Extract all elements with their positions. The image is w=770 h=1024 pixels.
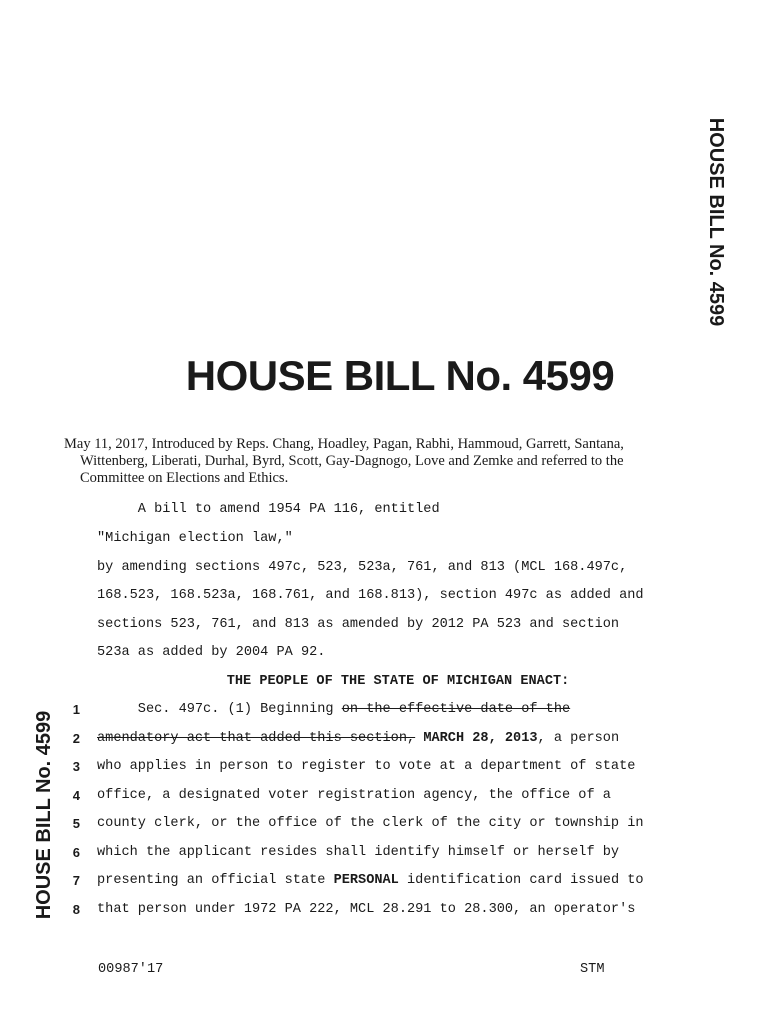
text-segment: that person under 1972 PA 222, MCL 28.291 to 28.300, an operator's [97,902,636,917]
text-segment: which the applicant resides shall identify himself or herself by [97,845,620,860]
preamble-line: 168.523, 168.523a, 168.761, and 168.813), section 497c as added and [97,588,644,603]
bill-text-line [97,700,570,720]
line-number: 5 [72,816,80,831]
bill-text-line [97,843,619,863]
text-segment: who applies in person to register to vote at a department of state [97,759,636,774]
bill-title: HOUSE BILL No. 4599 [185,352,615,399]
side-label-left: HOUSE BILL No. 4599 [33,710,55,920]
text-segment: county clerk, or the office of the clerk of the city or township in [97,816,644,831]
bill-text-line [97,729,619,749]
text-segment: office, a designated voter registration agency, the office of a [97,788,611,803]
text-segment: presenting an official state [97,873,334,888]
preamble-line: by amending sections 497c, 523, 523a, 761, and 813 (MCL 168.497c, [97,560,628,575]
inserted-text: MARCH 28, 2013 [423,731,538,746]
line-number: 8 [72,902,80,917]
line-number: 4 [72,788,80,803]
line-number: 2 [72,731,80,746]
text-segment: identification card issued to [398,873,644,888]
struck-text: amendatory act that added this section, [97,731,416,746]
text-segment: , a person [537,731,620,746]
bill-text-line [97,814,644,834]
preamble-line: "Michigan election law," [97,531,293,546]
preamble-line: sections 523, 761, and 813 as amended by 2012 PA 523 and section [97,617,620,632]
footer-initials: STM [580,962,605,977]
side-label-right: HOUSE BILL No. 4599 [705,117,727,327]
line-number: 6 [72,845,80,860]
footer-document-id: 00987'17 [98,962,164,977]
preamble-line: A bill to amend 1954 PA 116, entitled [97,502,440,517]
enacting-clause: THE PEOPLE OF THE STATE OF MICHIGAN ENACT: [226,674,570,689]
text-segment: Sec. 497c. (1) Beginning [97,702,342,717]
bill-text-line [97,786,611,806]
bill-text-line [97,757,635,777]
line-number: 1 [72,702,80,717]
struck-text: on the effective date of the [341,702,571,717]
bill-text-line [97,900,635,920]
preamble-line: 523a as added by 2004 PA 92. [97,645,326,660]
line-number: 7 [72,873,80,888]
line-number: 3 [72,759,80,774]
bill-text-line [97,871,644,891]
inserted-text: PERSONAL [333,873,399,888]
introduction-paragraph: May 11, 2017, Introduced by Reps. Chang, Hoadley, Pagan, Rabhi, Hammoud, Garrett, Santana, Wittenberg, Liberati, Durhal, Byrd, Scott, Gay-Dagnogo, Love and Zemke and referred to the Committee on Elections and Ethics. [64,436,624,486]
